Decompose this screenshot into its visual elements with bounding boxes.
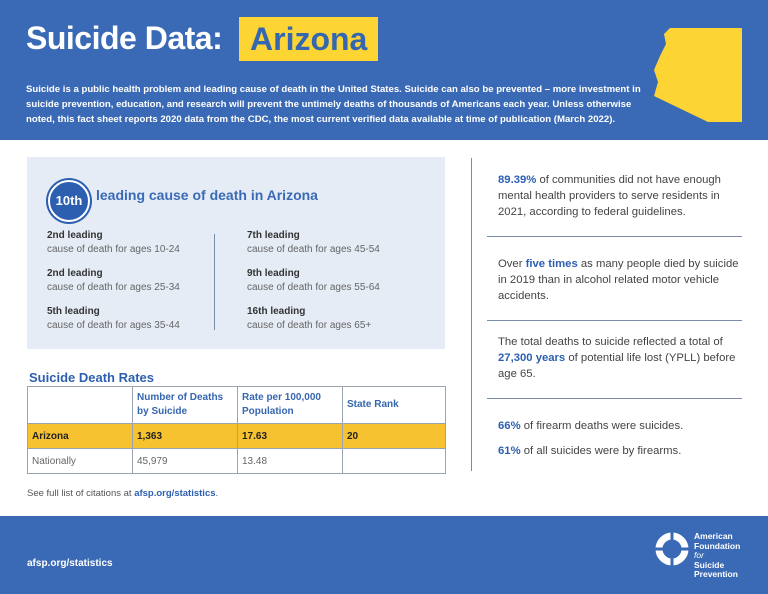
table-header-cell: [28, 387, 133, 424]
citation-note: See full list of citations at afsp.org/statistics.: [27, 488, 219, 499]
table-cell: 1,363: [133, 424, 238, 449]
intro-paragraph: Suicide is a public health problem and leading cause of death in the United States. Suicide can also be prevented – more investment in suicide prevention, education, and research will prevent the untimely deaths of thousands of Americans each year. Unless otherwise noted, this fact sheet reports 2020 data from the CDC, the most current verified data available at time of publication (March 2022).: [26, 84, 641, 125]
citation-link[interactable]: afsp.org/statistics: [134, 488, 216, 499]
column-divider: [214, 234, 215, 330]
table-header-cell: Number of Deaths by Suicide: [133, 387, 238, 424]
table-row: [28, 449, 446, 474]
table-cell: 17.63: [238, 424, 343, 449]
table-header-cell: Rate per 100,000 Population: [238, 387, 343, 424]
page-title: Suicide Data:: [26, 20, 223, 56]
table-header-cell: State Rank: [343, 387, 446, 424]
footer-banner: [0, 516, 768, 594]
stat-separator: [487, 320, 742, 321]
age-rank-item: 9th leading cause of death for ages 55-64: [247, 268, 380, 293]
table-cell: 20: [343, 424, 446, 449]
age-rank-item: 16th leading cause of death for ages 65+: [247, 306, 372, 331]
age-rank-item: 2nd leading cause of death for ages 10-24: [47, 230, 180, 255]
table-cell: Arizona: [28, 424, 133, 449]
age-rank-item: 7th leading cause of death for ages 45-54: [247, 230, 380, 255]
table-cell: Nationally: [28, 449, 133, 474]
stat-firearm-suicides: 61% of all suicides were by firearms.: [498, 445, 682, 457]
table-cell: 45,979: [133, 449, 238, 474]
table-cell: 13.48: [238, 449, 343, 474]
rank-badge: 10th: [48, 180, 90, 222]
leading-cause-heading: leading cause of death in Arizona: [96, 187, 318, 203]
table-header-row: [28, 387, 446, 424]
rates-table-title: Suicide Death Rates: [29, 370, 154, 385]
arizona-map-icon: [650, 26, 746, 126]
table-cell: [343, 449, 446, 474]
stat-firearm-deaths: 66% of firearm deaths were suicides.: [498, 420, 684, 432]
stat-five-times: Over five times as many people died by suicide in 2019 than in alcohol related motor vehicle accidents.: [498, 258, 739, 302]
age-rank-item: 5th leading cause of death for ages 35-44: [47, 306, 180, 331]
table-row: [28, 424, 446, 449]
stat-mental-health-providers: 89.39% of communities did not have enough mental health providers to serve residents in 2021, according to federal guidelines.: [498, 174, 721, 218]
stat-ypll: The total deaths to suicide reflected a total of 27,300 years of potential life lost (YPLL) before age 65.: [498, 336, 736, 380]
state-name-badge: Arizona: [239, 17, 378, 61]
afsp-wordmark: American Foundation for Suicide Prevention: [694, 531, 741, 579]
suicide-rates-table: [27, 386, 446, 474]
footer-link[interactable]: afsp.org/statistics: [27, 558, 113, 569]
section-divider: [471, 158, 472, 471]
stat-separator: [487, 398, 742, 399]
afsp-lifebuoy-icon: [655, 532, 689, 566]
stat-separator: [487, 236, 742, 237]
age-rank-item: 2nd leading cause of death for ages 25-34: [47, 268, 180, 293]
